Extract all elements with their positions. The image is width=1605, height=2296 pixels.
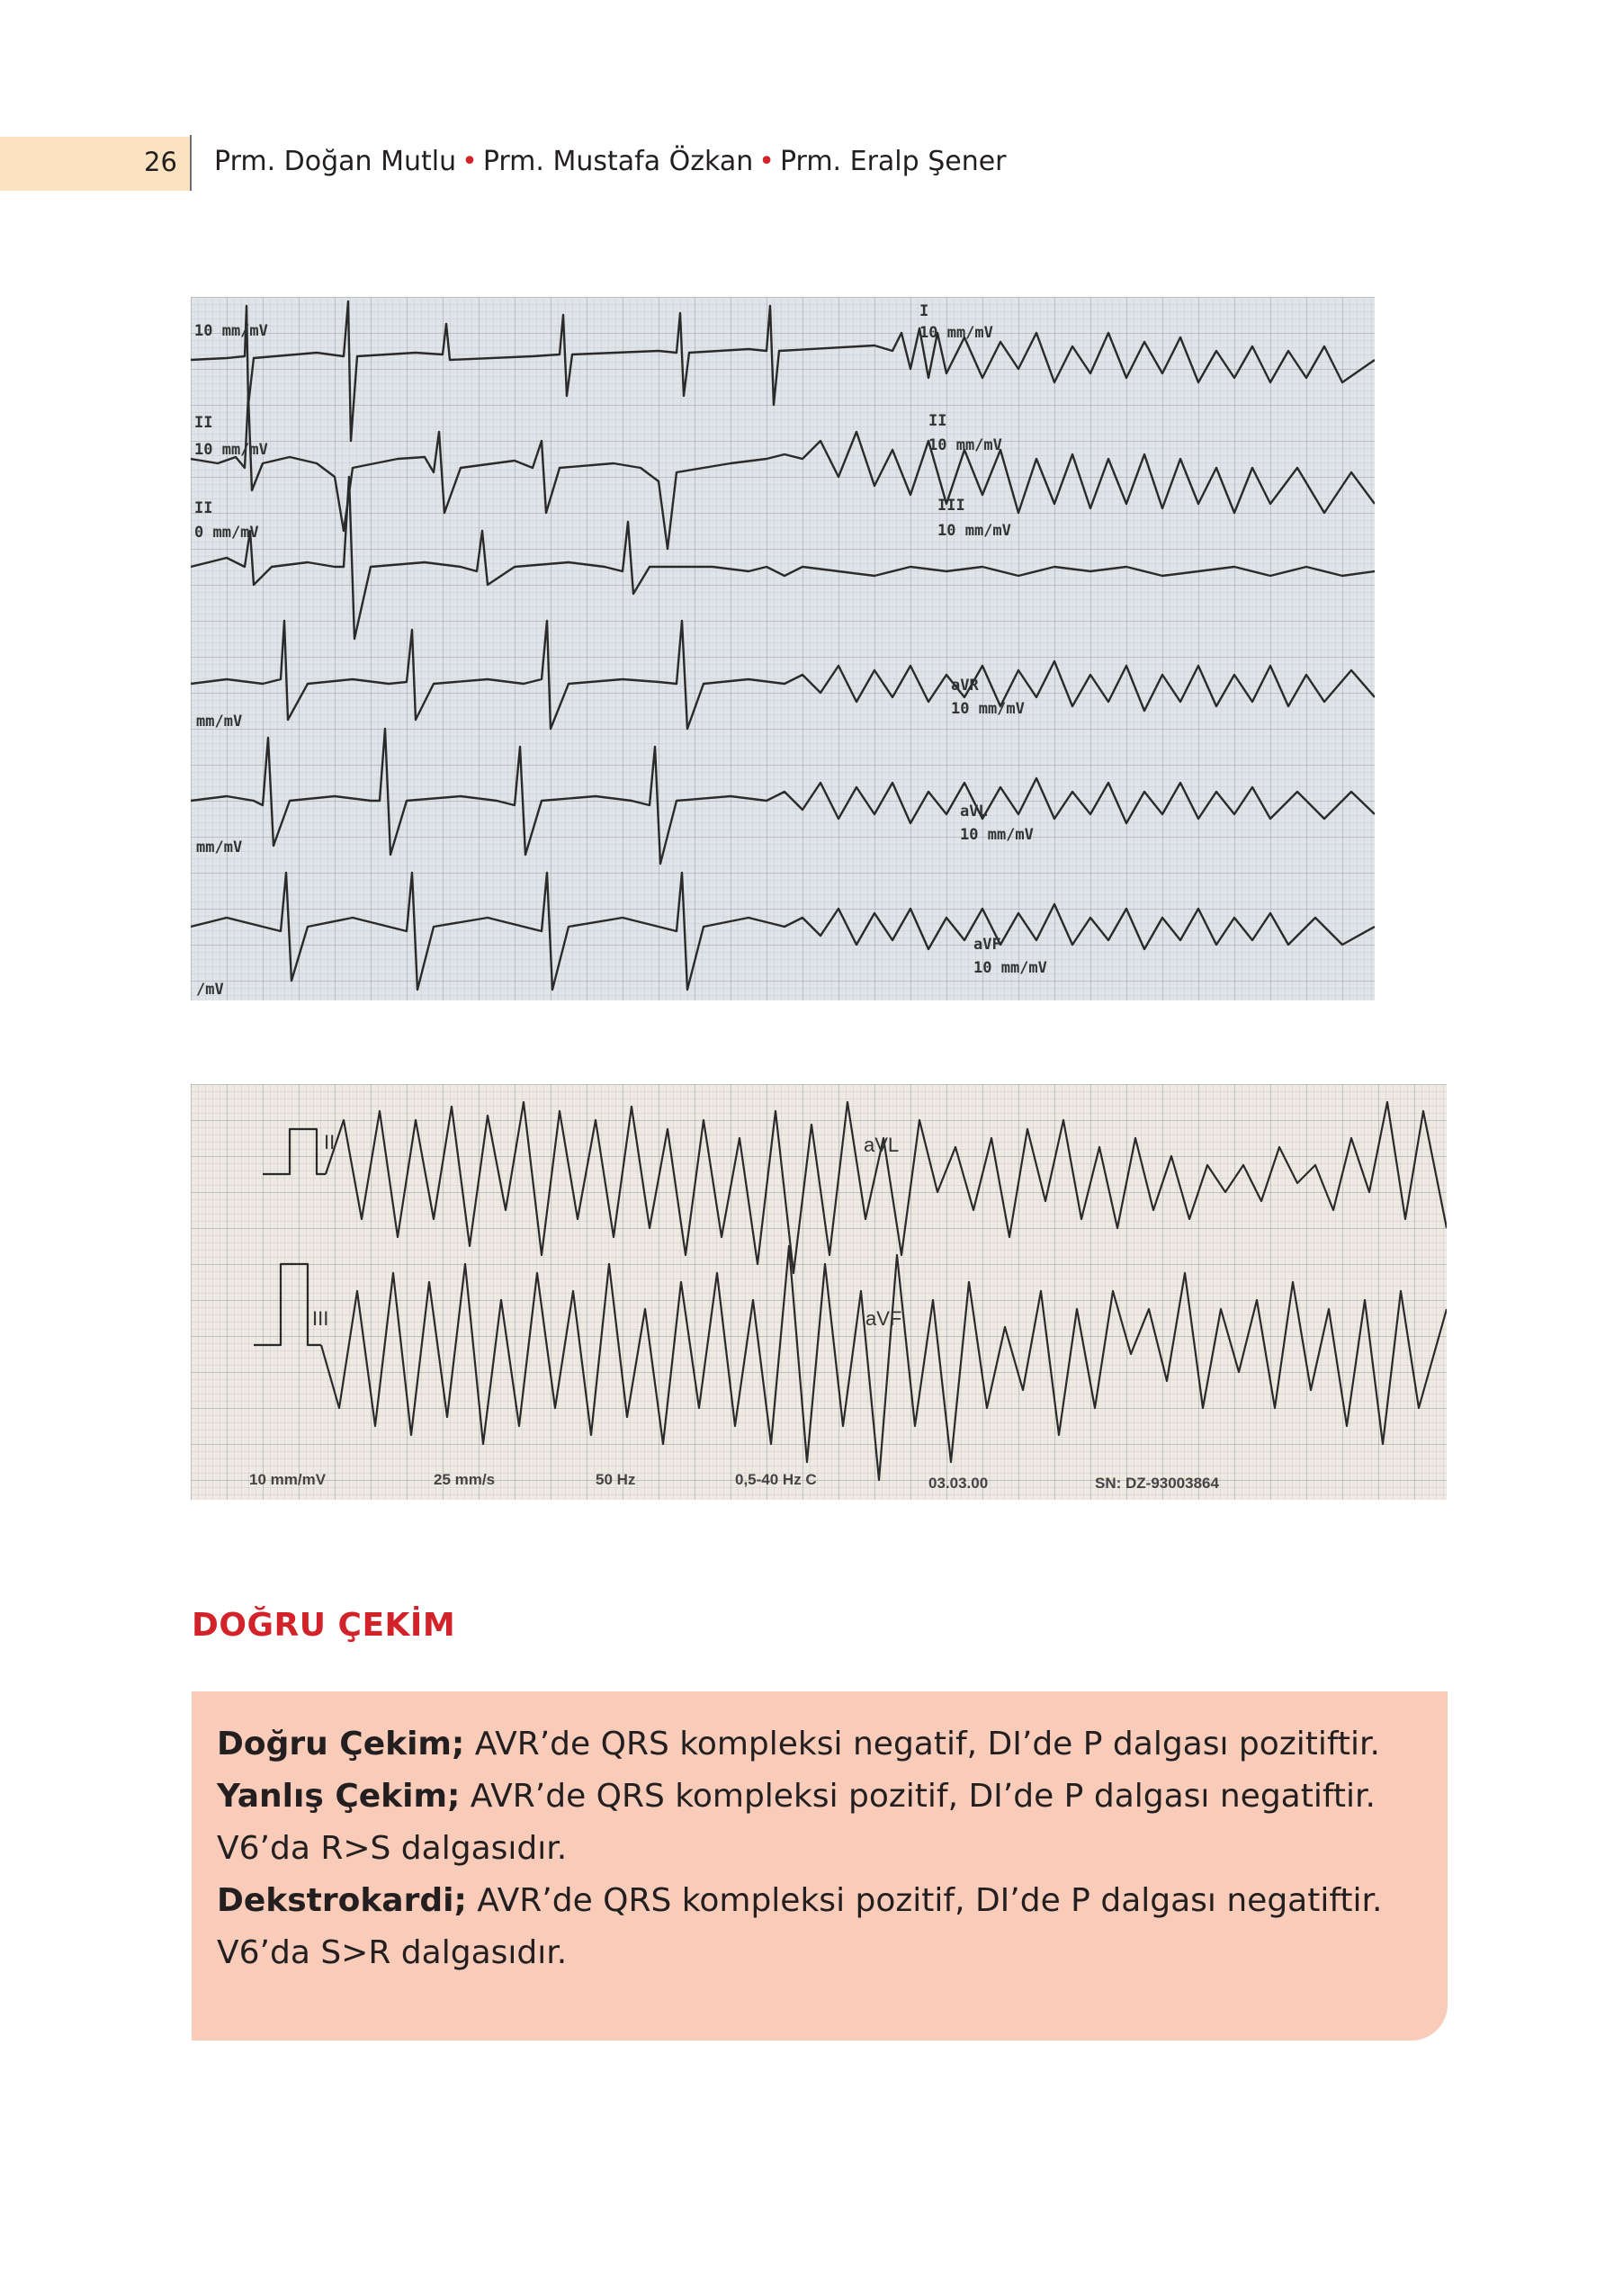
ecg-trace <box>191 301 1375 441</box>
calibration-pulse <box>263 1129 326 1174</box>
lead-label: /mV <box>196 981 224 999</box>
author-separator: • <box>462 146 478 177</box>
lead-label: III <box>937 497 965 515</box>
lead-label: 10 mm/mV <box>960 826 1034 844</box>
note-correct-recording <box>217 1718 1422 1771</box>
lead-label: 10 mm/mV <box>973 959 1047 977</box>
lead-label: II <box>194 499 213 517</box>
note-term: Dekstrokardi; <box>217 1882 467 1919</box>
ecg-traces-2 <box>191 1084 1447 1500</box>
ecg-photo-1 <box>191 297 1375 1000</box>
lead-label: I <box>919 302 929 320</box>
lead-label: 0 mm/mV <box>194 524 259 542</box>
author-separator: • <box>758 146 775 177</box>
note-term: Yanlış Çekim; <box>217 1778 461 1815</box>
author-1: Prm. Doğan Mutlu <box>214 146 457 177</box>
lead-label: III <box>312 1307 329 1330</box>
ecg-photo-2 <box>191 1084 1447 1500</box>
ecg-footer-filter: 50 Hz <box>596 1471 636 1488</box>
ecg-footer-bandwidth: 0,5-40 Hz C <box>735 1471 817 1488</box>
lead-label: 10 mm/mV <box>194 441 268 459</box>
lead-label: 10 mm/mV <box>928 436 1002 454</box>
author-3: Prm. Eralp Şener <box>779 146 1007 177</box>
ecg-trace <box>191 396 1375 549</box>
section-title: DOĞRU ÇEKİM <box>192 1607 456 1644</box>
header-divider <box>190 135 192 191</box>
calibration-pulse <box>254 1264 321 1345</box>
ecg-trace <box>326 1102 1447 1273</box>
lead-label: aVF <box>865 1307 902 1330</box>
lead-label: II <box>928 412 947 430</box>
ecg-trace <box>191 873 1375 990</box>
lead-label: aVF <box>973 936 1001 954</box>
ecg-trace <box>191 621 1375 729</box>
note-text: AVR’de QRS kompleksi pozitif, DI’de P dalgası negatiftir. V6’da R>S dalgasıdır. <box>217 1778 1376 1867</box>
ecg-footer-speed: 25 mm/s <box>434 1471 496 1488</box>
lead-label: aVR <box>951 677 979 695</box>
page-number: 26 <box>144 147 177 177</box>
lead-label: 10 mm/mV <box>951 700 1025 718</box>
info-box <box>192 1691 1448 2040</box>
ecg-footer-serial: SN: DZ-93003864 <box>1095 1475 1219 1492</box>
author-2: Prm. Mustafa Özkan <box>482 146 754 177</box>
lead-label: II <box>324 1131 336 1153</box>
lead-label: 10 mm/mV <box>919 324 993 342</box>
note-wrong-recording <box>217 1771 1422 1875</box>
lead-label: mm/mV <box>196 713 243 731</box>
ecg-footer-gain: 10 mm/mV <box>249 1471 327 1488</box>
ecg-trace <box>321 1246 1447 1480</box>
running-header-authors <box>214 146 1007 177</box>
lead-label: II <box>194 414 213 432</box>
ecg-footer-date: 03.03.00 <box>928 1475 989 1492</box>
ecg-traces-1 <box>191 297 1375 1000</box>
ecg-trace <box>191 729 1375 864</box>
lead-label: aVL <box>864 1134 900 1156</box>
note-dextrocardia <box>217 1875 1422 1979</box>
note-text: AVR’de QRS kompleksi pozitif, DI’de P dalgası negatiftir. V6’da S>R dalgasıdır. <box>217 1882 1383 1971</box>
lead-label: 10 mm/mV <box>937 522 1011 540</box>
note-term: Doğru Çekim; <box>217 1726 465 1762</box>
lead-label: aVL <box>960 803 988 821</box>
lead-label: mm/mV <box>196 839 243 857</box>
note-text: AVR’de QRS kompleksi negatif, DI’de P dalgası pozitiftir. <box>464 1726 1380 1762</box>
lead-label: 10 mm/mV <box>194 322 268 340</box>
